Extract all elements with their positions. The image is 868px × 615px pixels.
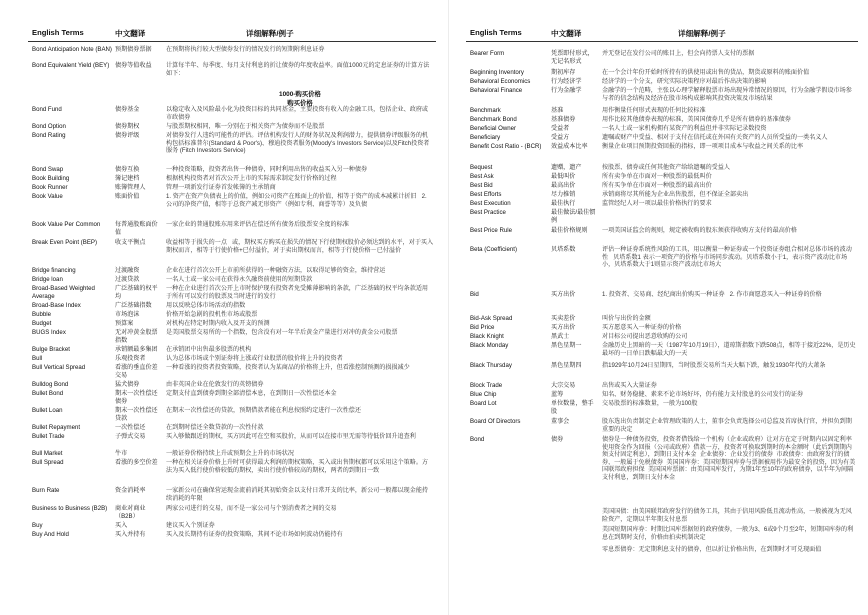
left-page [28, 0, 436, 615]
term-chinese: 商业对商业（B2B） [115, 505, 146, 520]
term-english: Black Thursday [470, 362, 512, 369]
term-english: Bond Fund [32, 106, 62, 113]
term-detail: 债券是一种债务投资，投资者借钱给一个机构（企业或政府）让对方在定于时期内以固定利率使用资金作为回报（公司或政府）借款一方，投资者可换取到期时的本金额时（此后到期期内须支付固定利息），到期日支付本金 企业债券：企业发行的债券 市政债券：由政府发行的债券，一般属于免税债券 美国国库券：美国短期国库券与票据被用作为最安全的投资，因为有美国联邦政府担保 美国国库票据：由美国国库发行，为期1年至10年的政府债券，以半年为间隔支付利息，到期日支付本金 [602, 436, 856, 481]
term-detail: 遗嘱或财产中受益、相对于支付在信托或在外国有关资产的人员所受益的一类名义人 [602, 134, 828, 141]
term-english: Behavioral Finance [470, 87, 523, 94]
term-english: Black Knight [470, 333, 504, 340]
term-chinese: 尽力推销 [551, 191, 576, 198]
term-detail: 衡量企业项目预期投资回报的指标，即一项项目成本与收益之间关系的比率 [602, 143, 804, 150]
term-english: Benefit Cost Ratio - (BCR) [470, 143, 542, 150]
term-chinese: 牛市 [115, 450, 128, 457]
term-english: Bulldog Bond [32, 381, 69, 388]
term-detail: 在一个会计年份开始时所持有的供使用或出售的货品，期货或原料的账面价值 [602, 69, 810, 76]
term-detail: 计算每半年、每季度、每月支付利息的折让债券的年度收益率。面值1000元的定息证券的计算方法如下： [166, 62, 430, 77]
term-chinese: 买方出价 [551, 291, 576, 298]
term-detail: 是美国股票交易所的一个指数，包含没有对一年半后黄金产量进行对冲的黄金公司股票 [166, 329, 398, 336]
term-detail: 知名、财务稳健、素来不论市场好坏，仍有能力支付股息的公司发行的证券 [602, 391, 804, 398]
term-chinese: 无对冲黄金股票指数 [115, 329, 158, 344]
term-english: Bull [32, 355, 43, 362]
term-english: Burn Rate [32, 487, 60, 494]
term-english: Bullet Loan [32, 407, 63, 414]
term-chinese: 猛犬债券 [115, 381, 140, 388]
term-english: Break Even Point (BEP) [32, 239, 98, 246]
term-chinese: 受益方 [551, 134, 570, 141]
term-chinese: 行为金融学 [551, 87, 582, 94]
header-english-terms: English Terms [32, 28, 84, 37]
term-chinese: 债券等值收益 [115, 62, 152, 69]
term-chinese: 预算案 [115, 320, 134, 327]
formula-note: 1000-购买价格 [279, 91, 321, 98]
term-detail: 所有买争单在市面对一种股票的最高出价 [602, 182, 712, 189]
term-chinese: 买方出价 [551, 324, 576, 331]
term-chinese: 买入 [115, 522, 128, 529]
term-chinese: 贝塔系数 [551, 246, 576, 253]
term-detail: 对机构在特定时期内收入及开支的预测 [166, 320, 270, 327]
term-detail: 美国短期国库券：时期比国库票据短的政府债券，一般为3、6或9个月至2年，短期国库券的利息在到期时支付，价格由拍卖机制决定 [602, 526, 854, 541]
term-detail: 用作比较其他债券表现的标准，美国国债券几乎是所有债券的基准债券 [602, 116, 791, 123]
term-english: Beneficial Owner [470, 125, 517, 132]
term-english: Benchmark [470, 107, 501, 114]
term-chinese: 子弹式交易 [115, 433, 146, 440]
term-detail: 所有卖争单在市面对一种股票的最低叫价 [602, 173, 712, 180]
term-english: Bond Rating [32, 132, 66, 139]
term-detail: 一名人士或一家公司在获得永久融资前使用的短期贷款 [166, 276, 313, 283]
term-chinese: 期初库存 [551, 69, 576, 76]
term-chinese: 期末一次性偿还贷款 [115, 407, 158, 422]
term-chinese: 账面价值 [115, 193, 140, 200]
term-chinese: 最佳做法/最佳惯例 [551, 209, 596, 224]
term-detail: 用作衡量任何形式表现的任何比较标准 [602, 107, 706, 114]
term-english: Broad-Base Index [32, 302, 81, 309]
term-english: Best Execution [470, 200, 511, 207]
term-detail: 1. 资产在资产负债表上的价值，例如公司资产在账面上的价值，相等于资产的成本减累计折旧 2. 公司的净资产值，相等于总资产减无形资产（例如专利、商誉等等）及负债 [166, 193, 427, 208]
term-chinese: 债券 [551, 436, 564, 443]
term-chinese: 债券评级 [115, 132, 140, 139]
term-english: Behavioral Economics [470, 78, 531, 85]
term-detail: 买方愿意买入一种证券的价格 [602, 324, 682, 331]
term-detail: 与股票期权相同，唯一分别在于相关资产为债券而不是股票 [166, 123, 325, 130]
term-detail: 根据机构投资者对首次公开上市的实际需求制定发行价格的过程 [166, 175, 337, 182]
term-chinese: 看涨的多空价差 [115, 459, 158, 466]
term-english: Bearer Form [470, 50, 505, 57]
term-detail: 1. 投资者、交易商、经纪商出价购买一种证券 2. 作市商愿意买入一种证券的价格 [602, 291, 822, 298]
term-chinese: 一次性偿还 [115, 424, 146, 431]
term-chinese: 基准债券 [551, 116, 576, 123]
term-english: Buy And Hold [32, 531, 69, 538]
term-english: Block Trade [470, 382, 503, 389]
term-chinese: 账簿管理人 [115, 184, 146, 191]
term-detail: 一家企业的普通股账东用来评估在偿还所有债务后股票安全度的标准 [166, 221, 349, 228]
term-detail: 零息票债券：无定期利息支付的债券，但以折让价格出售，在到期时才可兑现面值 [602, 546, 822, 553]
term-english: Best Practice [470, 209, 506, 216]
term-detail: 由非英国企业在伦敦发行的英镑债券 [166, 381, 264, 388]
term-chinese: 债券互换 [115, 166, 140, 173]
term-detail: 价格开始急剧的投机性市场或股票 [166, 311, 258, 318]
term-english: Black Monday [470, 342, 509, 349]
term-detail: 一般证券价格持续上升或预期会上升的市场状况 [166, 450, 294, 457]
term-detail: 并无登记在发行公司的账目上，但会向持票人支付的票据 [602, 50, 755, 57]
term-english: Bridge financing [32, 267, 76, 274]
term-detail: 在预期将执行较大型债券发行的情况发行的短期附利息证券 [166, 46, 325, 53]
term-detail: 金融历史上黑暗的一天（1987年10月19日），道琼斯指数下跌508点，相等于接近22%，是历史最坏的一日单日跌幅最大的一天 [602, 342, 856, 357]
header-english-terms: English Terms [470, 28, 522, 37]
term-chinese: 受益者 [551, 125, 570, 132]
term-english: Bond Anticipation Note (BAN) [32, 46, 112, 53]
header-chinese: 中文翻译 [551, 29, 582, 38]
term-english: Bid [470, 291, 479, 298]
term-english: Bull Spread [32, 459, 64, 466]
term-chinese: 过渡贷款 [115, 276, 140, 283]
header-rule [28, 41, 436, 42]
term-detail: 在承销团中出售最多股票的机构 [166, 346, 252, 353]
term-english: Bond [470, 436, 485, 443]
term-chinese: 基准 [551, 107, 564, 114]
term-english: Bulge Bracket [32, 346, 70, 353]
term-detail: 管理一项新发行证券首发帐簿的主承销商 [166, 184, 276, 191]
term-detail: 一项美国证监会的规则，规定被收购的股东须获得收购方支付的最高价格 [602, 227, 797, 234]
term-english: Beginning Inventory [470, 69, 524, 76]
term-english: Broad-Based Weighted Average [32, 285, 95, 300]
formula-note: 购买价格 [287, 100, 313, 107]
term-english: Best Ask [470, 173, 494, 180]
term-chinese: 最佳执行 [551, 200, 576, 207]
term-english: Bullet Bond [32, 390, 64, 397]
term-detail: 对债券发行人违约可能性的评估。评估机构发行人的财务状况及利润潜力，提供债券评级服务的机构包括标准普尔(Standard & Poor's)、穆迪投资者服务(Moody's Investors Service)以及Fitch投资者服务 (Fitch Investors Service) [166, 132, 430, 155]
header-chinese: 中文翻译 [115, 29, 146, 38]
term-english: Business to Business (B2B) [32, 505, 108, 512]
term-english: Bond Option [32, 123, 66, 130]
term-english: Best Price Rule [470, 227, 512, 234]
term-chinese: 黑色星期一 [551, 342, 582, 349]
term-english: Bullet Trade [32, 433, 65, 440]
term-english: Bid-Ask Spread [470, 315, 513, 322]
term-english: Board Lot [470, 400, 497, 407]
term-english: Bond Equivalent Yield (BEY) [32, 62, 110, 69]
term-chinese: 广泛基础的权平均 [115, 285, 158, 300]
term-chinese: 簿记建档 [115, 175, 140, 182]
term-chinese: 买入并持有 [115, 531, 146, 538]
term-detail: 承销商将尽其所能为企业出售股票，但不保证全部卖出 [602, 191, 749, 198]
term-chinese: 单位数量，整手股 [551, 400, 594, 415]
term-chinese: 每普通股账面价值 [115, 221, 158, 236]
term-english: Best Bid [470, 182, 493, 189]
term-detail: 收益相等于损失的一点 或，期权买方购买在损失的情况下行使期权股价必须达到的水平，对于买入期权而言，相等于行使价格+已付溢价，对于卖出期权而言，相等于行使价格－已付溢价 [166, 239, 434, 254]
term-chinese: 债券期权 [115, 123, 140, 130]
term-detail: 企业在进行首次公开上市前所获得的一种融资方法，以取得足够的资金，维持营运 [166, 267, 386, 274]
term-chinese: 市场泡沫 [115, 311, 140, 318]
term-chinese: 大宗交易 [551, 382, 576, 389]
term-english: Beneficiary [470, 134, 501, 141]
term-chinese: 广泛基础指数 [115, 302, 152, 309]
term-detail: 指1929年10月24日星期四，当时股票交易所当天大幅下跌，触发1930年代的大萧条 [602, 362, 826, 369]
term-english: Bull Vertical Spread [32, 364, 86, 371]
term-english: Buy [32, 522, 43, 529]
term-english: Bubble [32, 311, 51, 318]
term-english: Best Efforts [470, 191, 502, 198]
term-detail: 按股票、债券或任何其他资产给给遗嘱的受益人 [602, 164, 730, 171]
term-detail: 美国国债：由美国联邦政府发行的债务工具，其由于信用风险低且流动性高，一般被视为无风险资产，定期以半年期支付息票 [602, 508, 852, 523]
term-english: Benchmark Bond [470, 116, 517, 123]
term-chinese: 看涨的垂直价差交易 [115, 364, 158, 379]
term-detail: 一种投资策略，投资者出售一种债券，同时利用出售的收益买入另一种债券 [166, 166, 368, 173]
term-chinese: 乐观投资者 [115, 355, 146, 362]
term-detail: 一名人士或一家机构拥有某资产的利益但并非实际记录数投资 [602, 125, 767, 132]
term-detail: 对目标公司提出恶意收购的公司 [602, 333, 688, 340]
term-detail: 一种在相关证券价格上升时可获得最大利润的期权策略，买入或出售期权都可以采用这个策略。方法为买入低行使价格较低的期权，卖出行使价格较高的期权，两者的到期日一致 [166, 459, 429, 474]
term-english: Bond Swap [32, 166, 64, 173]
term-chinese: 收支平衡点 [115, 239, 146, 246]
term-english: Book Runner [32, 184, 68, 191]
term-chinese: 期末一次性偿还债券 [115, 390, 158, 405]
term-chinese: 买卖差价 [551, 315, 576, 322]
term-english: Book Building [32, 175, 70, 182]
header-detail: 详细解释/例子 [246, 29, 294, 38]
term-detail: 交易股票的标准数量，一般为100股 [602, 400, 698, 407]
term-detail: 金融学的一个范畴，主张以心理学解释股票市场出现异常情况的原因，行为金融学假设市场参与者的信念结构及经济在股市场构成影响其投资决策及市场结果 [602, 87, 852, 102]
term-english: Board Of Directors [470, 418, 521, 425]
term-detail: 以稳定收入及风险最小化为投资目标的共同基金，主要投资有收入的金融工具，包括企业、政府或市政债券 [166, 106, 429, 121]
term-detail: 股东选出负责制定企业管理政策的人士，董事会负责选择公司总监及首席执行官，并担负到期重要的决定 [602, 418, 852, 433]
term-chinese: 黑色星期四 [551, 362, 582, 369]
term-detail: 叫价与出价的金额 [602, 315, 651, 322]
term-detail: 用以反映总体市场活动的指数 [166, 302, 246, 309]
term-chinese: 行为经济学 [551, 78, 582, 85]
term-chinese: 凭票即付形式，无记名形式 [551, 50, 594, 65]
term-chinese: 董事会 [551, 418, 570, 425]
term-detail: 买入及长期持有证券的投资策略，其间不论市场如何波动仍能持有 [166, 531, 343, 538]
term-detail: 一种在企业进行首次公开上市时保护现有投资者免受摊薄影响的条款，广泛基础的权平均条款适用于所有可以发行的股票及当时进行的发行 [166, 285, 429, 300]
term-english: Book Value Per Common [32, 221, 101, 228]
term-detail: 在期末一次性偿还的贷款，预期借款者能在利息按照约定进行一次性偿还 [166, 407, 361, 414]
term-detail: 建议买入个别证券 [166, 522, 215, 529]
term-detail: 定期支付直到债券到期全部清偿本息，在到期日一次性偿还本金 [166, 390, 337, 397]
term-detail: 两家公司进行的交易，而不是一家公司与个别消费者之间的交易 [166, 505, 337, 512]
term-chinese: 最佳价格规则 [551, 227, 588, 234]
term-chinese: 债券基金 [115, 106, 140, 113]
term-english: BUGS Index [32, 329, 66, 336]
term-chinese: 蓝筹 [551, 391, 564, 398]
term-english: Blue Chip [470, 391, 497, 398]
term-chinese: 承销额最多集团 [115, 346, 158, 353]
term-detail: 买入够做跟近的期权，买方因此可在空和买股价，从而可以在接市里无需等待低价回升追查利 [166, 433, 416, 440]
page-divider [448, 0, 449, 615]
term-english: Bull Market [32, 450, 63, 457]
term-english: Bullet Repayment [32, 424, 81, 431]
term-detail: 认为总体市场或个别证券将上涨或行业股票的股价将上升的投资者 [166, 355, 343, 362]
right-column-headers [466, 28, 858, 42]
term-chinese: 资金消耗率 [115, 487, 146, 494]
term-detail: 评估一种证券系统性风险的工具，用以衡量一种证券或一个投资证券组合相对总体市场的波动性 贝塔系数1 表示一项资产的价格与市场同步波动。贝塔系数小于1，表示资产波动比市场小，贝塔系数大于1则显示资产波动比市场大 [602, 246, 852, 269]
term-detail: 出售或买入大量证券 [602, 382, 657, 389]
term-detail: 一种看涨的投资者投资策略，投资者认为某商品的价格将上升，但看涨控制预测的损损减少 [166, 364, 410, 371]
term-english: Bequest [470, 164, 493, 171]
term-chinese: 最高出价 [551, 182, 576, 189]
term-detail: 经济学的一个分支，研究实际决策程序对最后作出决策的影响 [602, 78, 767, 85]
term-english: Bridge loan [32, 276, 63, 283]
left-column-headers [28, 28, 436, 42]
header-rule [466, 41, 858, 42]
term-detail: 一家新公司在确保营运现金流前消耗其初始资金以支付日常开支的比率，新公司一般都以现金能持续消耗的年限 [166, 487, 429, 502]
term-english: Budget [32, 320, 52, 327]
term-chinese: 预期债券票据 [115, 46, 152, 53]
term-chinese: 黑武士 [551, 333, 570, 340]
term-english: Bid Price [470, 324, 495, 331]
term-chinese: 遗赠，遗产 [551, 164, 582, 171]
term-english: Book Value [32, 193, 63, 200]
term-english: Beta (Coefficient) [470, 246, 517, 253]
right-page [466, 0, 858, 615]
term-detail: 监管经纪人对一项以最佳价格执行的要求 [602, 200, 712, 207]
header-detail: 详细解释/例子 [678, 29, 726, 38]
term-detail: 在到期时偿还全数贷款的一次性付款 [166, 424, 264, 431]
term-chinese: 效益成本比率 [551, 143, 588, 150]
term-chinese: 过渡融资 [115, 267, 140, 274]
term-chinese: 最低叫价 [551, 173, 576, 180]
